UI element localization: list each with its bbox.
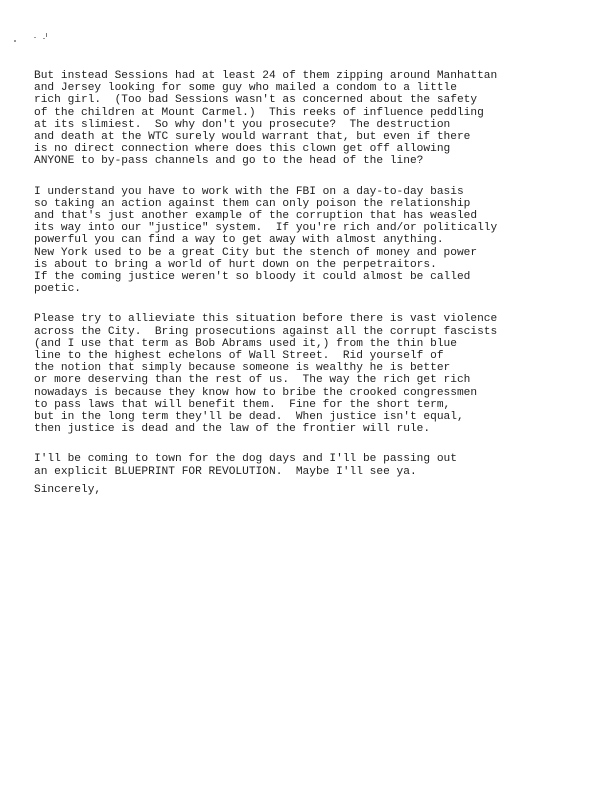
text-line: Please try to allieviate this situation before there is vast violence — [34, 313, 498, 326]
text-line: its way into our "justice" system. If you're rich and/or politically — [34, 222, 498, 235]
letter-closing: Sincerely, — [34, 484, 102, 496]
text-line: then justice is dead and the law of the frontier will rule. — [34, 423, 431, 436]
text-line: rich girl. (Too bad Sessions wasn't as concerned about the safety — [34, 94, 478, 107]
text-line: is about to bring a world of hurt down on the perpetraitors. — [34, 258, 437, 271]
text-line: so taking an action against them can only poison the relationship — [34, 197, 471, 210]
text-line: I understand you have to work with the FBI on a day-to-day basis — [34, 185, 464, 198]
text-line: and Jersey looking for some guy who mailed a condom to a little — [34, 82, 457, 95]
text-line: but in the long term they'll be dead. When justice isn't equal, — [34, 411, 464, 424]
scan-speck — [43, 38, 45, 39]
text-line: an explicit BLUEPRINT FOR REVOLUTION. Maybe I'll see ya. — [34, 465, 417, 478]
text-line: ANYONE to by-pass channels and go to the head of the line? — [34, 155, 424, 168]
scan-speck — [46, 33, 47, 37]
text-line: the notion that simply because someone is wealthy he is better — [34, 362, 451, 375]
text-line: and death at the WTC surely would warrant that, but even if there — [34, 131, 471, 144]
text-line: powerful you can find a way to get away with almost anything. — [34, 234, 444, 247]
letter-body — [34, 70, 602, 496]
text-line: and that's just another example of the corruption that has weasled — [34, 210, 478, 223]
text-line: at its slimiest. So why don't you prosecute? The destruction — [34, 118, 451, 131]
scan-speck — [14, 40, 16, 42]
text-line: (and I use that term as Bob Abrams used it,) from the thin blue — [34, 337, 457, 350]
text-line: But instead Sessions had at least 24 of them zipping around Manhattan — [34, 70, 498, 82]
text-line: I'll be coming to town for the dog days and I'll be passing out — [34, 453, 457, 466]
text-line: across the City. Bring prosecutions against all the corrupt fascists — [34, 325, 498, 338]
letter-paragraph — [34, 186, 602, 296]
text-line: of the children at Mount Carmel.) This reeks of influence peddling — [34, 106, 484, 119]
text-line: line to the highest echelons of Wall Street. Rid yourself of — [34, 350, 444, 363]
text-line: poetic. — [34, 283, 81, 296]
text-line: New York used to be a great City but the stench of money and power — [34, 246, 478, 259]
text-line: is no direct connection where does this clown get off allowing — [34, 143, 451, 156]
text-line: or more deserving than the rest of us. The way the rich get rich — [34, 374, 471, 387]
text-line: nowadays is because they know how to bribe the crooked congressmen — [34, 386, 478, 399]
letter-paragraph — [34, 453, 602, 477]
text-line: to pass laws that will benefit them. Fine for the short term, — [34, 398, 451, 411]
letter-paragraph — [34, 313, 602, 435]
scan-speck — [34, 37, 36, 38]
letter-paragraph — [34, 70, 602, 168]
text-line: If the coming justice weren't so bloody it could almost be called — [34, 271, 471, 284]
